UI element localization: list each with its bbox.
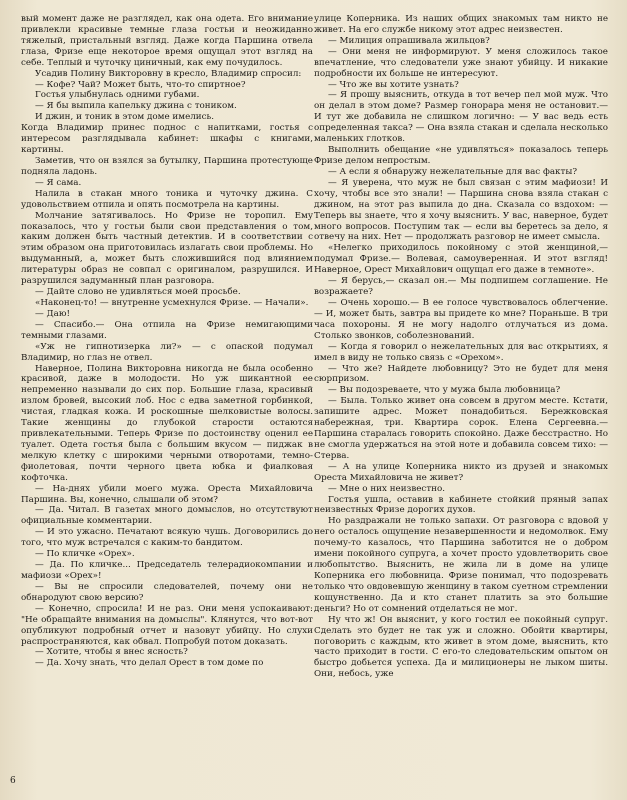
paragraph: Гостья ушла, оставив в кабинете стойкий пряный запах неизвестных Фризе дорогих духов. [314, 494, 608, 516]
paragraph: — Я берусь,— сказал он.— Мы подпишем соглашение. Не возражаете? [314, 276, 608, 298]
paragraph: — Спасибо.— Она отпила на Фризе немигающими темными глазами. [21, 319, 313, 341]
paragraph: — Я сама. [35, 177, 82, 188]
paragraph: — Очень хорошо.— В ее голосе чувствовалось облегчение.— И, может быть, завтра вы придете ко мне? Пораньше. В три часа похороны. Я не могу надолго отлучаться из дома. Столько звонков, соболезнований. [314, 297, 608, 341]
paragraph: Молчание затягивалось. Но Фризе не торопил. Ему показалось, что у гостьи были свои представления о том, каким должен быть частный детектив. И в соответствии с этим образом она приготовилась излагать свои проблемы. Но выдуманный, а, может быть сложившийся под влиянием литературы образ не совпал с оригиналом, разрушился. И разрушился задуманный план разговора. [21, 210, 313, 287]
paragraph: — Хотите, чтобы я внес ясность? [35, 647, 188, 658]
paragraph: — Да. Хочу знать, что делал Орест в том доме по [35, 658, 264, 669]
paragraph: Ну что ж! Он выяснит, у кого гостил ее покойный супруг. Сделать это будет не так уж и сложно. Обойти квартиры, поговорить с каждым, кто живет в этом доме, выяснить, кто часто приходит в гости. С его-то следовательским опытом он быстро добьется успеха. Да и милиционеры не лыком шиты. Они, небось, уже [314, 614, 608, 680]
paragraph: — Вы подозреваете, что у мужа была любовница? [328, 385, 561, 396]
right-column [314, 14, 608, 680]
paragraph: И джин, и тоник в этом доме имелись. [35, 112, 215, 123]
paragraph: Когда Владимир принес поднос с напитками, гостья с интересом разглядывала кабинет: шкафы с книгами, картины. [21, 123, 313, 156]
paragraph: — На-днях убили моего мужа. Ореста Михайловича Паршина. Вы, конечно, слышали об этом? [21, 483, 313, 505]
paragraph: — А если я обнаружу нежелательные для вас факты? [328, 166, 578, 177]
paragraph: — Да. Читал. В газетах много домыслов, но отсутствуют официальные комментарии. [21, 505, 313, 527]
paragraph: — Что же вы хотите узнать? [328, 79, 459, 90]
paragraph: — Что же? Найдете любовницу? Это не будет для меня сюрпризом. [314, 363, 608, 385]
paragraph: Но раздражали не только запахи. От разговора с вдовой у него осталось ощущение незавершенности и недомолвок. Ему почему-то казалось, что Паршина заботится не о добром имени покойного супруга, а хочет просто удовлетворить свое любопытство. Выяснить, не жила ли в доме на улице Коперника его любовница. Фризе понимал, что подозревать только что овдовевшую женщину в таком суетном стремлении кощунственно. Да и кто станет платить за это большие деньги? Но от сомнений отделаться не мог. [314, 516, 608, 614]
paragraph: Гостья улыбнулась одними губами. [35, 90, 200, 101]
paragraph: улице Коперника. Из наших общих знакомых там никто не живет. На его службе никому этот адрес неизвестен. [314, 14, 608, 35]
paragraph: Заметив, что он взялся за бутылку, Паршина протестующе подняла ладонь. [21, 155, 313, 177]
paragraph: — Я прошу выяснить, откуда в тот вечер пел мой муж. Что он делал в этом доме? Размер гонорара меня не остановит.— И тут же добавила не слишком логично: — У вас ведь есть определенная такса? — Она взяла стакан и сделала несколько маленьких глотков. [314, 90, 608, 145]
paragraph: — По кличке «Орех». [35, 549, 135, 560]
paragraph: — Я уверена, что муж не был связан с этим мафиози! И хочу, чтобы все это знали! — Паршина снова взяла стакан с джином, на этот раз выпила до дна. Сказала со вздохом: — Теперь вы знаете, что я хочу выяснить. У вас, наверное, будет много вопросов. Поступим так — если вы беретесь за дело, я отвечу на них. Нет — продолжать разговор не имеет смысла. [314, 177, 608, 243]
paragraph: — Была. Только живет она совсем в другом месте. Кстати, запишите адрес. Может понадобиться. Бережковская набережная, три. Квартира сорок. Елена Сергеевна.— Паршина старалась говорить спокойно. Даже бесстрастно. Но не смогла удержаться на этой ноте и добавила совсем тихо: — Стерва. [314, 396, 608, 461]
paragraph: Усадив Полину Викторовну в кресло, Владимир спросил: [35, 68, 302, 79]
left-column [21, 14, 313, 669]
paragraph: — Дайте слово не удивляться моей просьбе. [35, 287, 241, 298]
paragraph: — Я бы выпила капельку джина с тоником. [35, 101, 237, 112]
paragraph: — Они меня не информируют. У меня сложилось такое впечатление, что следователи уже знают убийцу. И никакие подробности их больше не интересуют. [314, 46, 608, 79]
paragraph: — Вы не спросили следователей, почему они не обнародуют свою версию? [21, 581, 313, 603]
paragraph: «Наконец-то! — внутренне усмехнулся Фризе. — Начали». [35, 297, 309, 308]
paragraph: — Когда я говорил о нежелательных для вас открытиях, я имел в виду не только связь с «Орехом». [314, 341, 608, 363]
paragraph: — Даю! [35, 308, 70, 319]
paragraph: Выполнить обещание «не удивляться» показалось теперь Фризе делом непростым. [314, 145, 608, 166]
paragraph: — Да. По кличке... Председатель телерадиокомпании и мафиози «Орех»! [21, 560, 313, 582]
paragraph: вый момент даже не разглядел, как она одета. Его внимание привлекли красивые темные глаза гостьи и неожиданно тяжелый, пристальный взгляд. Даже когда Паршина отвела глаза, Фризе еще некоторое время ощущал этот взгляд на себе. Теплый и чуточку циничный, как ему почудилось. [21, 14, 313, 68]
paragraph: — А на улице Коперника никто из друзей и знакомых Ореста Михайловича не живет? [314, 461, 608, 483]
paragraph: Наверное, Полина Викторовна никогда не была особенно красивой, даже в молодости. Но уж шикантной ее непременно называли до сих пор. Большие глаза, красивый излом бровей, высокий лоб. Нос с едва заметной горбинкой, чистая, гладкая кожа. И роскошные шелковистые волосы. Такие женщины до глубокой старости остаются привлекательными. Теперь Фризе по достоинству оценил ее туалет. Одета гостья была с большим вкусом — пиджак в мелкую клетку с широкими черными отворотами, темно-фиолетовая, почти черного цвета юбка и фиалковая кофточка. [21, 363, 313, 483]
paragraph: — Милиция опрашивала жильцов? [328, 35, 490, 46]
page-number: 6 [10, 776, 16, 786]
paragraph: «Нелегко приходилось покойному с этой женщиной,— подумал Фризе.— Волевая, самоуверенная. И этот взгляд! Наверное, Орест Михайлович ощущал его даже в темноте». [314, 243, 608, 276]
paragraph: «Уж не гипнотизерка ли?» — с опаской подумал Владимир, но глаз не отвел. [21, 341, 313, 363]
paragraph: — И это ужасно. Печатают всякую чушь. Договорились до того, что муж встречался с каким-то бандитом. [21, 527, 313, 549]
paragraph: — Мне о них неизвестно. [328, 483, 446, 494]
paragraph: Налила в стакан много тоника и чуточку джина. С удовольствием отпила и опять посмотрела на картины. [21, 188, 313, 210]
paragraph: — Кофе? Чай? Может быть, что-то спиртное? [35, 79, 246, 90]
paragraph: — Конечно, спросила! И не раз. Они меня успокаивают: "Не обращайте внимания на домыслы". Клянутся, что вот-вот опубликуют подробный отчет и назовут убийцу. Но слухи распространяются, как обвал. Попробуй потом доказать. [21, 603, 313, 647]
